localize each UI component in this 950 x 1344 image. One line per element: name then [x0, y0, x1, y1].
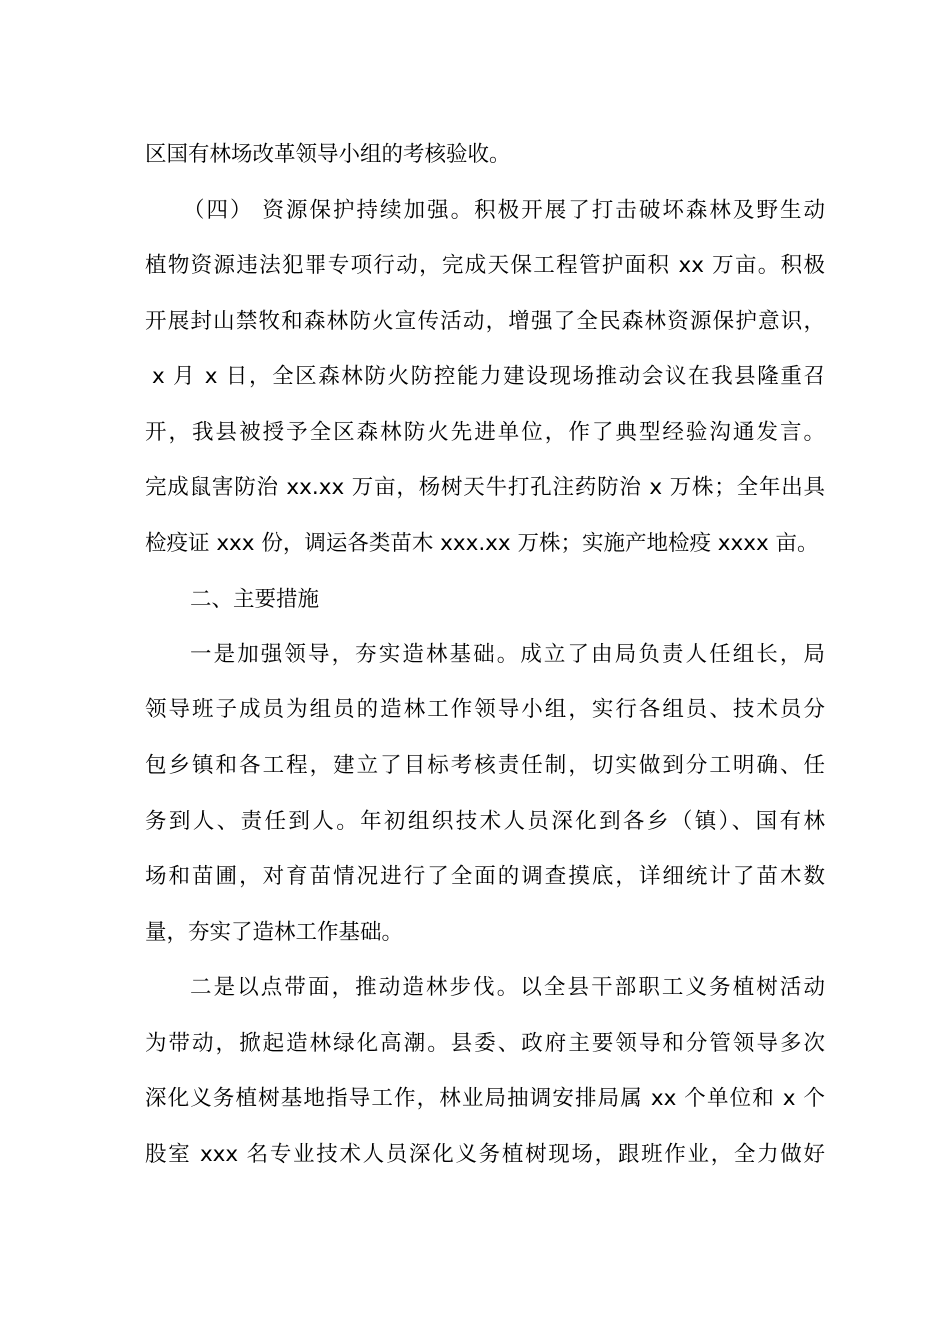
text-line: 区国有林场改革领导小组的考核验收。: [145, 142, 511, 167]
text-line: x 月 x 日，全区森林防火防控能力建设现场推动会议在我县隆重召: [152, 364, 825, 389]
text-line: 领导班子成员为组员的造林工作领导小组，实行各组员、技术员分: [145, 697, 825, 722]
text-line: 植物资源违法犯罪专项行动，完成天保工程管护面积 xx 万亩。积极: [145, 253, 825, 278]
text-line: 量，夯实了造林工作基础。: [145, 920, 404, 945]
text-line: 开展封山禁牧和森林防火宣传活动，增强了全民森林资源保护意识，: [145, 309, 825, 334]
text-line: 股室 xxx 名专业技术人员深化义务植树现场，跟班作业，全力做好: [145, 1142, 825, 1167]
text-line: 深化义务植树基地指导工作，林业局抽调安排局属 xx 个单位和 x 个: [145, 1086, 825, 1111]
paragraph-first-line: 一是加强领导，夯实造林基础。成立了由局负责人任组长，局: [190, 642, 825, 667]
text-line: 务到人、责任到人。年初组织技术人员深化到各乡（镇）、国有林: [145, 809, 825, 834]
section-heading-line: （四） 资源保护持续加强。积极开展了打击破坏森林及野生动: [183, 198, 825, 223]
text-line: 检疫证 xxx 份，调运各类苗木 xxx.xx 万株；实施产地检疫 xxxx 亩。: [145, 531, 819, 556]
text-line: 为带动，掀起造林绿化高潮。县委、政府主要领导和分管领导多次: [145, 1031, 825, 1056]
text-line: 场和苗圃，对育苗情况进行了全面的调查摸底，详细统计了苗木数: [145, 864, 825, 889]
text-line: 开，我县被授予全区森林防火先进单位，作了典型经验沟通发言。: [145, 420, 825, 445]
section-heading: 二、主要措施: [190, 587, 320, 612]
text-line: 包乡镇和各工程，建立了目标考核责任制，切实做到分工明确、任: [145, 753, 825, 778]
text-line: 完成鼠害防治 xx.xx 万亩，杨树天牛打孔注药防治 x 万株；全年出具: [145, 475, 825, 500]
paragraph-first-line: 二是以点带面，推动造林步伐。以全县干部职工义务植树活动: [190, 975, 825, 1000]
